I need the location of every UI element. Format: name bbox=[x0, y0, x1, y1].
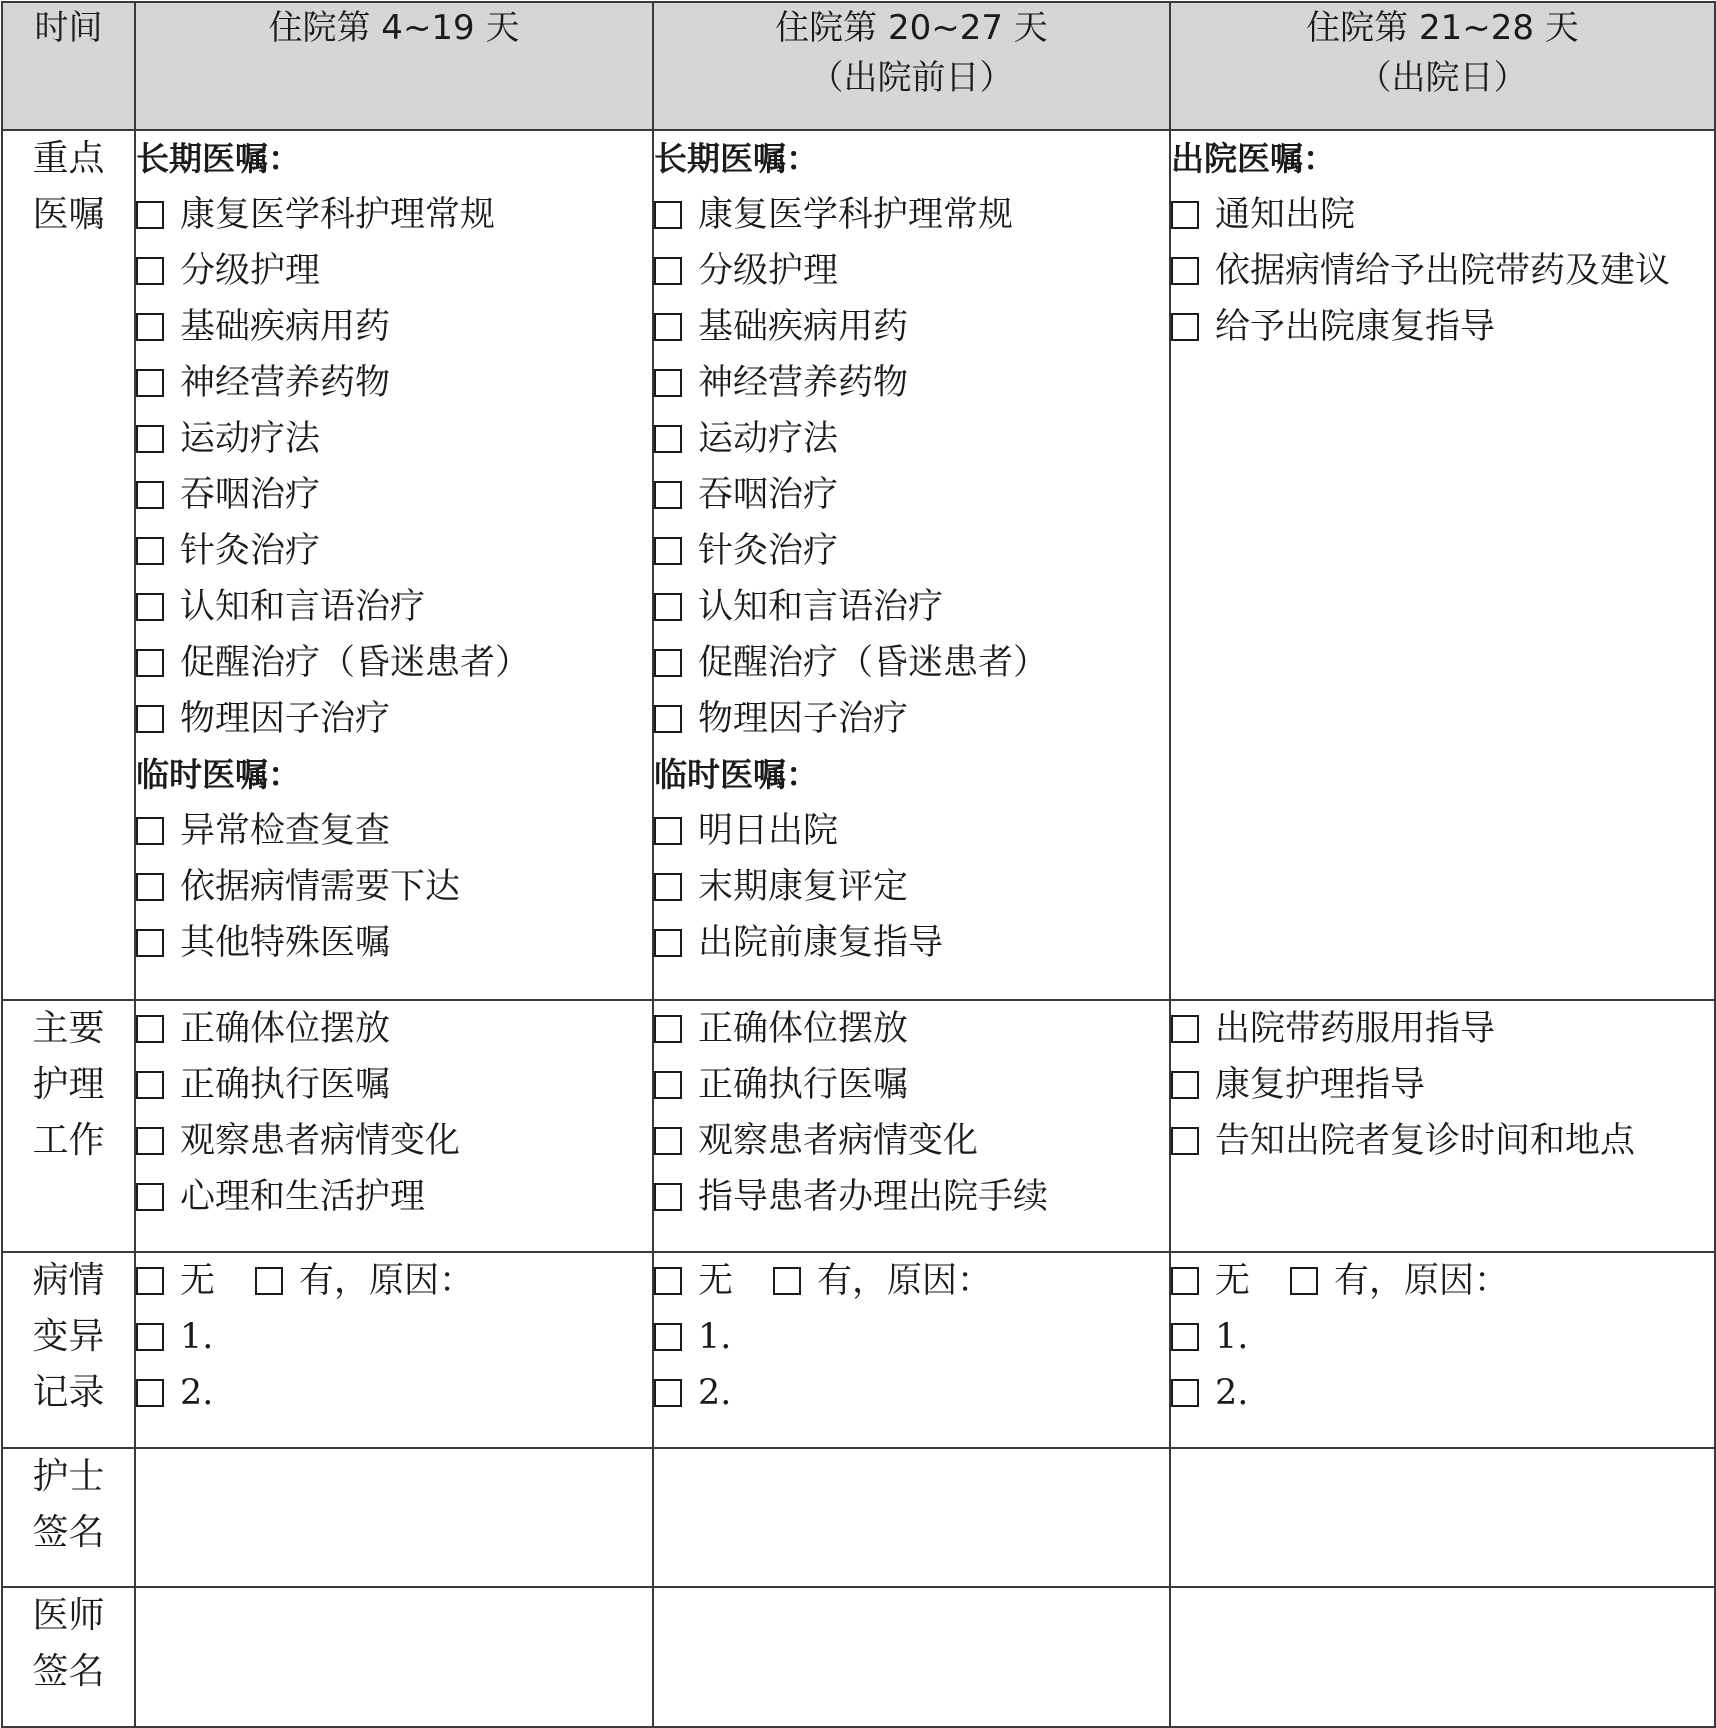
row-label-orders: 重点 医嘱 bbox=[2, 130, 135, 1000]
checklist-item bbox=[1171, 1001, 1714, 1057]
checklist-item bbox=[654, 915, 1169, 971]
checkbox-yes[interactable] bbox=[255, 1267, 283, 1295]
row-variation bbox=[2, 1252, 1715, 1448]
variation-col1 bbox=[135, 1252, 653, 1448]
variation-col2 bbox=[653, 1252, 1170, 1448]
checklist-item bbox=[136, 243, 652, 299]
checklist-item bbox=[654, 1169, 1169, 1225]
header-row bbox=[2, 2, 1715, 130]
checklist-item bbox=[654, 1113, 1169, 1169]
checklist-item-label: 给予出院康复指导 bbox=[1215, 307, 1496, 347]
checklist-item bbox=[654, 523, 1169, 579]
checklist-item-label: 心理和生活护理 bbox=[180, 1177, 426, 1217]
checkbox[interactable] bbox=[654, 1323, 682, 1351]
checklist-item bbox=[136, 579, 652, 635]
checkbox[interactable] bbox=[136, 593, 164, 621]
checkbox-none[interactable] bbox=[136, 1267, 164, 1295]
checklist-item-label: 观察患者病情变化 bbox=[698, 1121, 979, 1161]
checkbox[interactable] bbox=[654, 873, 682, 901]
checklist-item-label: 出院前康复指导 bbox=[698, 923, 944, 963]
checkbox-yes[interactable] bbox=[1290, 1267, 1318, 1295]
checklist-item-label: 促醒治疗（昏迷患者） bbox=[180, 643, 531, 683]
checklist-item bbox=[654, 1365, 1169, 1421]
checkbox-yes[interactable] bbox=[773, 1267, 801, 1295]
checklist-item-label: 正确体位摆放 bbox=[698, 1009, 909, 1049]
checklist-item-label: 依据病情给予出院带药及建议 bbox=[1215, 251, 1671, 291]
header-time: 时间 bbox=[2, 2, 135, 130]
checklist-item-label: 末期康复评定 bbox=[698, 867, 909, 907]
nursing-col1 bbox=[135, 1000, 653, 1252]
checklist-item-label: 吞咽治疗 bbox=[698, 475, 839, 515]
checkbox[interactable] bbox=[654, 649, 682, 677]
checkbox[interactable] bbox=[1171, 1127, 1199, 1155]
doctor-sign-field[interactable] bbox=[653, 1587, 1170, 1727]
checkbox[interactable] bbox=[1171, 1323, 1199, 1351]
section-title: 长期医嘱： bbox=[136, 139, 301, 178]
checkbox[interactable] bbox=[136, 817, 164, 845]
checkbox[interactable] bbox=[136, 1379, 164, 1407]
checklist-item bbox=[136, 1169, 652, 1225]
checkbox[interactable] bbox=[1171, 1379, 1199, 1407]
checklist-item-label: 康复医学科护理常规 bbox=[180, 195, 496, 235]
checklist-item-label: 正确体位摆放 bbox=[180, 1009, 391, 1049]
header-col2-line2: （出院前日） bbox=[809, 58, 1014, 98]
checkbox[interactable] bbox=[654, 1183, 682, 1211]
checklist-item bbox=[654, 635, 1169, 691]
row-nursing bbox=[2, 1000, 1715, 1252]
checklist-item-label: 异常检查复查 bbox=[180, 811, 391, 851]
option-yes-label: 有，原因： bbox=[299, 1261, 475, 1301]
checklist-item-label: 运动疗法 bbox=[698, 419, 839, 459]
checklist-item-label: 1. bbox=[1215, 1317, 1249, 1357]
header-col3-line2: （出院日） bbox=[1357, 58, 1528, 98]
checkbox[interactable] bbox=[136, 1071, 164, 1099]
checkbox[interactable] bbox=[654, 593, 682, 621]
checklist-item bbox=[1171, 243, 1714, 299]
nurse-sign-field[interactable] bbox=[653, 1448, 1170, 1587]
checkbox[interactable] bbox=[654, 1015, 682, 1043]
checkbox[interactable] bbox=[136, 201, 164, 229]
checkbox[interactable] bbox=[654, 313, 682, 341]
checklist-item-label: 告知出院者复诊时间和地点 bbox=[1215, 1121, 1636, 1161]
checklist-item bbox=[136, 467, 652, 523]
checklist-item-label: 明日出院 bbox=[698, 811, 839, 851]
checkbox[interactable] bbox=[654, 425, 682, 453]
checkbox[interactable] bbox=[654, 257, 682, 285]
checklist-item-label: 基础疾病用药 bbox=[180, 307, 391, 347]
checklist-item-label: 其他特殊医嘱 bbox=[180, 923, 391, 963]
checklist-item-label: 通知出院 bbox=[1215, 195, 1356, 235]
checklist-item-label: 针灸治疗 bbox=[698, 531, 839, 571]
checklist-item bbox=[136, 1309, 652, 1365]
section-title: 临时医嘱： bbox=[654, 755, 819, 794]
checklist-item-label: 正确执行医嘱 bbox=[698, 1065, 909, 1105]
doctor-sign-field[interactable] bbox=[1170, 1587, 1715, 1727]
checklist-item bbox=[136, 411, 652, 467]
checklist-item-label: 分级护理 bbox=[180, 251, 321, 291]
checklist-item bbox=[1171, 299, 1714, 355]
checklist-item bbox=[136, 355, 652, 411]
checklist-item bbox=[654, 803, 1169, 859]
checklist-item bbox=[136, 635, 652, 691]
checklist-item bbox=[1171, 187, 1714, 243]
checkbox[interactable] bbox=[136, 537, 164, 565]
row-label-doctor-sign: 医师 签名 bbox=[2, 1587, 135, 1727]
row-label-nursing: 主要 护理 工作 bbox=[2, 1000, 135, 1252]
option-none-label: 无 bbox=[180, 1261, 216, 1301]
nurse-sign-field[interactable] bbox=[135, 1448, 653, 1587]
checklist-item-label: 正确执行医嘱 bbox=[180, 1065, 391, 1105]
checkbox[interactable] bbox=[136, 1015, 164, 1043]
section-title: 临时医嘱： bbox=[136, 755, 301, 794]
checklist-item bbox=[654, 1001, 1169, 1057]
checklist-item bbox=[136, 1001, 652, 1057]
checklist-item bbox=[136, 691, 652, 747]
option-none-label: 无 bbox=[698, 1261, 734, 1301]
checklist-item-label: 出院带药服用指导 bbox=[1215, 1009, 1496, 1049]
checklist-item bbox=[654, 411, 1169, 467]
checklist-item-label: 2. bbox=[1215, 1373, 1249, 1413]
option-yes-label: 有，原因： bbox=[1334, 1261, 1510, 1301]
checkbox[interactable] bbox=[654, 369, 682, 397]
option-yes-label: 有，原因： bbox=[817, 1261, 993, 1301]
row-key-orders bbox=[2, 130, 1715, 1000]
checklist-item-label: 康复医学科护理常规 bbox=[698, 195, 1014, 235]
row-label-variation: 病情 变异 记录 bbox=[2, 1252, 135, 1448]
orders-col2 bbox=[653, 130, 1170, 1000]
checklist-item-label: 认知和言语治疗 bbox=[698, 587, 944, 627]
checkbox[interactable] bbox=[136, 257, 164, 285]
checklist-item-label: 康复护理指导 bbox=[1215, 1065, 1426, 1105]
header-col1 bbox=[135, 2, 653, 130]
checkbox[interactable] bbox=[654, 817, 682, 845]
checklist-item bbox=[654, 299, 1169, 355]
checkbox[interactable] bbox=[136, 369, 164, 397]
checklist-item bbox=[136, 523, 652, 579]
checklist-item-label: 神经营养药物 bbox=[180, 363, 391, 403]
checklist-item-label: 分级护理 bbox=[698, 251, 839, 291]
checklist-item-label: 促醒治疗（昏迷患者） bbox=[698, 643, 1049, 683]
checkbox[interactable] bbox=[654, 481, 682, 509]
checkbox[interactable] bbox=[136, 873, 164, 901]
checkbox[interactable] bbox=[654, 201, 682, 229]
checklist-item bbox=[1171, 1309, 1714, 1365]
checklist-item bbox=[654, 467, 1169, 523]
checklist-item bbox=[1171, 1113, 1714, 1169]
checklist-item-label: 2. bbox=[698, 1373, 732, 1413]
checkbox[interactable] bbox=[136, 313, 164, 341]
checklist-item bbox=[654, 1057, 1169, 1113]
clinical-pathway-table bbox=[1, 1, 1716, 1728]
checklist-item bbox=[136, 803, 652, 859]
checkbox[interactable] bbox=[654, 1071, 682, 1099]
checklist-item bbox=[1171, 1365, 1714, 1421]
row-doctor-sign bbox=[2, 1587, 1715, 1727]
checklist-item-label: 1. bbox=[698, 1317, 732, 1357]
section-title: 出院医嘱： bbox=[1171, 139, 1336, 178]
checklist-item-label: 认知和言语治疗 bbox=[180, 587, 426, 627]
checklist-item-label: 吞咽治疗 bbox=[180, 475, 321, 515]
checkbox[interactable] bbox=[654, 1127, 682, 1155]
checkbox[interactable] bbox=[1171, 201, 1199, 229]
variation-choice-row bbox=[136, 1253, 652, 1309]
checklist-item bbox=[654, 187, 1169, 243]
nursing-col2 bbox=[653, 1000, 1170, 1252]
option-none-label: 无 bbox=[1215, 1261, 1251, 1301]
checklist-item-label: 指导患者办理出院手续 bbox=[698, 1177, 1049, 1217]
checkbox[interactable] bbox=[1171, 1015, 1199, 1043]
checkbox[interactable] bbox=[1171, 1071, 1199, 1099]
checklist-item-label: 物理因子治疗 bbox=[180, 699, 391, 739]
section-title: 长期医嘱： bbox=[654, 139, 819, 178]
checkbox[interactable] bbox=[1171, 257, 1199, 285]
doctor-sign-field[interactable] bbox=[135, 1587, 653, 1727]
checklist-item bbox=[654, 859, 1169, 915]
checkbox[interactable] bbox=[136, 1127, 164, 1155]
checkbox[interactable] bbox=[136, 649, 164, 677]
checkbox[interactable] bbox=[654, 1379, 682, 1407]
checkbox[interactable] bbox=[136, 425, 164, 453]
checklist-item bbox=[654, 243, 1169, 299]
orders-col1 bbox=[135, 130, 653, 1000]
checkbox[interactable] bbox=[136, 929, 164, 957]
checkbox[interactable] bbox=[654, 929, 682, 957]
checkbox-none[interactable] bbox=[654, 1267, 682, 1295]
checkbox[interactable] bbox=[654, 537, 682, 565]
checklist-item bbox=[136, 1113, 652, 1169]
checklist-item bbox=[136, 1057, 652, 1113]
checklist-item-label: 神经营养药物 bbox=[698, 363, 909, 403]
checkbox[interactable] bbox=[136, 1323, 164, 1351]
checklist-item bbox=[654, 1309, 1169, 1365]
checkbox[interactable] bbox=[136, 1183, 164, 1211]
checkbox-none[interactable] bbox=[1171, 1267, 1199, 1295]
checklist-item-label: 1. bbox=[180, 1317, 214, 1357]
nurse-sign-field[interactable] bbox=[1170, 1448, 1715, 1587]
checklist-item bbox=[1171, 1057, 1714, 1113]
checklist-item-label: 针灸治疗 bbox=[180, 531, 321, 571]
header-col2-line1: 住院第 20~27 天 bbox=[775, 8, 1048, 48]
checklist-item-label: 运动疗法 bbox=[180, 419, 321, 459]
checklist-item bbox=[136, 1365, 652, 1421]
row-nurse-sign bbox=[2, 1448, 1715, 1587]
header-col3 bbox=[1170, 2, 1715, 130]
checklist-item-label: 2. bbox=[180, 1373, 214, 1413]
checkbox[interactable] bbox=[136, 705, 164, 733]
checkbox[interactable] bbox=[136, 481, 164, 509]
row-label-nurse-sign: 护士 签名 bbox=[2, 1448, 135, 1587]
header-col2 bbox=[653, 2, 1170, 130]
checklist-item bbox=[136, 859, 652, 915]
variation-choice-row bbox=[1171, 1253, 1714, 1309]
checklist-item bbox=[654, 579, 1169, 635]
orders-col3 bbox=[1170, 130, 1715, 1000]
checklist-item-label: 依据病情需要下达 bbox=[180, 867, 461, 907]
variation-col3 bbox=[1170, 1252, 1715, 1448]
checklist-item-label: 基础疾病用药 bbox=[698, 307, 909, 347]
header-col3-line1: 住院第 21~28 天 bbox=[1306, 8, 1579, 48]
checklist-item-label: 物理因子治疗 bbox=[698, 699, 909, 739]
checklist-item-label: 观察患者病情变化 bbox=[180, 1121, 461, 1161]
checkbox[interactable] bbox=[1171, 313, 1199, 341]
variation-choice-row bbox=[654, 1253, 1169, 1309]
checklist-item bbox=[136, 299, 652, 355]
checklist-item bbox=[654, 691, 1169, 747]
checkbox[interactable] bbox=[654, 705, 682, 733]
checklist-item bbox=[136, 187, 652, 243]
checklist-item bbox=[654, 355, 1169, 411]
header-col1-line1: 住院第 4~19 天 bbox=[268, 8, 520, 48]
nursing-col3 bbox=[1170, 1000, 1715, 1252]
checklist-item bbox=[136, 915, 652, 971]
